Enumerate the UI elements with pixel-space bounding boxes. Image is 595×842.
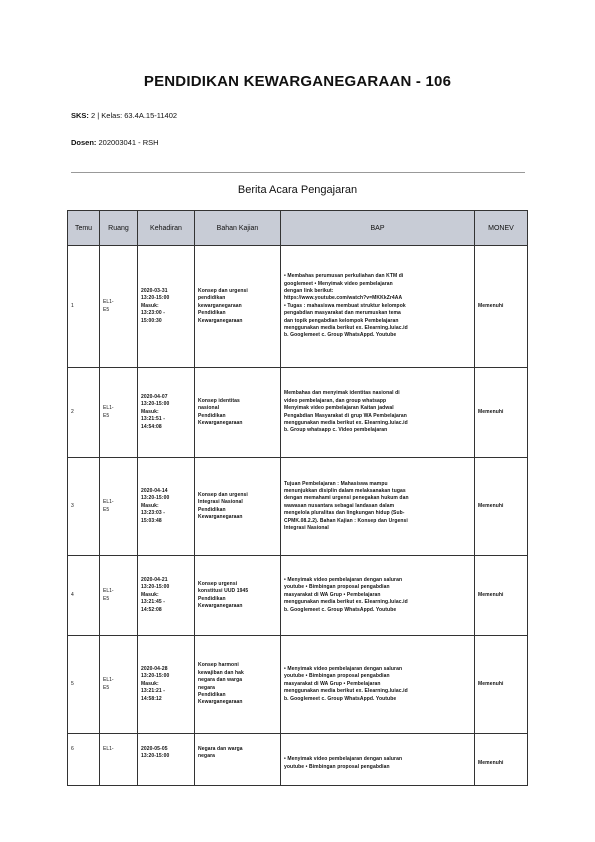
cell-bap-line: wawasan nusantara sebagai landasan dalam <box>284 502 395 509</box>
cell-bap-line: menggunakan media berikut ex. Elearning.luiac.id <box>284 325 408 332</box>
cell-bahan-kajian-line: Kewarganegaraan <box>198 699 243 706</box>
col-header-ruang: Ruang <box>100 211 138 246</box>
dosen-value: 202003041 - RSH <box>98 138 159 147</box>
cell-bap-line: dengan link berikut: <box>284 287 334 294</box>
cell-bap-line: • Menyimak video pembelajaran dengan saluran <box>284 665 403 672</box>
cell-ruang <box>100 734 138 786</box>
dosen-label: Dosen: <box>71 138 97 147</box>
cell-ruang <box>100 246 138 368</box>
cell-bahan-kajian-line: Konsep dan urgensi <box>198 491 248 498</box>
cell-bap-line: Membahas dan menyimak identitas nasional di <box>284 390 400 397</box>
cell-bahan-kajian-line: negara dan warga <box>198 677 243 684</box>
cell-bap-line: • Membahas perumusan perkuliahan dan KTM di <box>284 273 404 280</box>
cell-kehadiran-line: 2020-04-28 <box>141 665 168 672</box>
cell-bap-line: • Menyimak video pembelajaran dengan saluran <box>284 576 403 583</box>
cell-bap-line: dan topik pengabdian kelompok Pembelajaran <box>284 317 399 324</box>
cell-bap-line: Menyimak video pembelajaran Kaitan jadwal <box>284 405 394 412</box>
cell-bahan-kajian-line: Konsep identitas <box>198 397 240 404</box>
cell-bap-line: masyarakat di WA Grup • Pembelajaran <box>284 591 381 598</box>
cell-kehadiran-line: 13:21:51 - <box>141 416 166 423</box>
cell-temu: 2 <box>68 368 100 458</box>
cell-ruang-line: E5 <box>103 412 110 419</box>
cell-ruang-line: EL1- <box>103 588 114 595</box>
cell-ruang <box>100 636 138 734</box>
col-header-bap: BAP <box>281 211 475 246</box>
cell-monev: Memenuhi <box>475 458 528 556</box>
cell-bahan-kajian-line: kewarganegaraan <box>198 302 242 309</box>
cell-temu: 1 <box>68 246 100 368</box>
cell-kehadiran-line: 13:21:45 - <box>141 599 166 606</box>
cell-bap-line: youtube • Bimbingan proposal pengabdian <box>284 584 390 591</box>
col-header-kehadiran: Kehadiran <box>138 211 195 246</box>
cell-kehadiran <box>138 556 195 636</box>
cell-ruang-line: EL1- <box>103 405 114 412</box>
cell-kehadiran <box>138 246 195 368</box>
cell-bahan-kajian-line: Negara dan warga <box>198 746 243 752</box>
cell-bap-line: b. Googlemeet c. Group WhatsAppd. Youtube <box>284 332 397 339</box>
cell-kehadiran-line: 15:00:30 <box>141 317 162 324</box>
cell-ruang-line: E5 <box>103 684 110 691</box>
cell-kehadiran-line: 2020-03-31 <box>141 287 168 294</box>
table-row <box>68 734 528 786</box>
cell-temu: 5 <box>68 636 100 734</box>
cell-bahan-kajian <box>195 556 281 636</box>
cell-kehadiran-line: 15:03:48 <box>141 517 162 524</box>
cell-bahan-kajian-line: Pendidikan <box>198 412 226 419</box>
divider <box>71 172 525 173</box>
cell-bahan-kajian-line: Pendidikan <box>198 506 226 513</box>
cell-temu: 4 <box>68 556 100 636</box>
course-meta <box>71 111 177 120</box>
cell-bahan-kajian-line: Pendidikan <box>198 595 226 602</box>
page-title: PENDIDIKAN KEWARGANEGARAAN - 106 <box>143 73 452 90</box>
cell-bap-line: pengabdian masyarakat dan merumuskan tema <box>284 310 401 317</box>
cell-bap-line: CPMK.08.2.2). Bahan Kajian : Konsep dan Urgensi <box>284 517 408 524</box>
cell-ruang <box>100 458 138 556</box>
cell-kehadiran-line: 13:20-15:00 <box>141 401 170 408</box>
cell-monev: Memenuhi <box>475 368 528 458</box>
cell-bap-line: Tujuan Pembelajaran : Mahasiswa mampu <box>284 480 388 487</box>
cell-monev: Memenuhi <box>475 636 528 734</box>
cell-bahan-kajian-line: negara <box>198 753 215 760</box>
cell-kehadiran-line: Masuk: <box>141 302 159 309</box>
cell-bahan-kajian <box>195 734 281 786</box>
col-header-bahan-kajian: Bahan Kajian <box>195 211 281 246</box>
cell-kehadiran-line: 2020-04-21 <box>141 576 168 583</box>
cell-kehadiran-line: 13:20-15:00 <box>141 295 170 302</box>
cell-kehadiran-line: 13:23:03 - <box>141 510 166 517</box>
cell-bahan-kajian <box>195 458 281 556</box>
cell-bap-line: dengan memahami urgensi penegakan hukum dan <box>284 495 409 502</box>
cell-bap-line: b. Googlemeet c. Group WhatsAppd. Youtube <box>284 695 397 702</box>
table-row <box>68 556 528 636</box>
cell-bap-line: menggunakan media berikut ex. Elearning.luiac.id <box>284 688 408 695</box>
cell-bap-line: menggunakan media berikut ex. Elearning.luiac.id <box>284 419 408 426</box>
cell-temu: 6 <box>68 734 100 786</box>
table-header-row <box>68 211 528 246</box>
cell-bahan-kajian-line: Integrasi Nasional <box>198 499 243 506</box>
cell-bap-line: googlemeet • Menyimak video pembelajaran <box>284 280 393 287</box>
cell-ruang-line: E5 <box>103 306 110 313</box>
cell-bap-line: https://www.youtube.com/watch?v=MKKkZr4AA <box>284 295 403 302</box>
cell-bahan-kajian-line: Kewarganegaraan <box>198 317 243 324</box>
cell-kehadiran-line: Masuk: <box>141 502 159 509</box>
cell-bap <box>281 246 475 368</box>
cell-kehadiran <box>138 458 195 556</box>
cell-kehadiran-line: 14:52:08 <box>141 606 162 613</box>
cell-bap-line: menunjukkan disiplin dalam melaksanakan tugas <box>284 487 406 494</box>
cell-bahan-kajian-line: kewajiban dan hak <box>198 669 244 676</box>
cell-monev: Memenuhi <box>475 246 528 368</box>
cell-bahan-kajian-line: Kewarganegaraan <box>198 513 243 520</box>
col-header-temu: Temu <box>68 211 100 246</box>
cell-bap <box>281 556 475 636</box>
cell-kehadiran-line: 13:20-15:00 <box>141 584 170 591</box>
cell-bap-line: masyarakat di WA Grup • Pembelajaran <box>284 680 381 687</box>
cell-kehadiran-line: 13:20-15:00 <box>141 673 170 680</box>
cell-ruang-line: E5 <box>103 506 110 513</box>
table-row <box>68 458 528 556</box>
cell-bahan-kajian-line: Kewarganegaraan <box>198 602 243 609</box>
cell-bahan-kajian-line: Konsep harmoni <box>198 662 239 669</box>
cell-monev: Memenuhi <box>475 734 528 786</box>
cell-ruang-line: EL1- <box>103 746 114 752</box>
cell-bahan-kajian-line: pendidikan <box>198 295 226 302</box>
cell-bap-line: menggunakan media berikut ex. Elearning.luiac.id <box>284 599 408 606</box>
cell-bap <box>281 636 475 734</box>
cell-ruang-line: EL1- <box>103 299 114 306</box>
cell-monev: Memenuhi <box>475 556 528 636</box>
table-row <box>68 246 528 368</box>
cell-bahan-kajian-line: Kewarganegaraan <box>198 419 243 426</box>
cell-kehadiran-line: 13:21:21 - <box>141 688 166 695</box>
cell-bap-line: mengelola pluralitas dan lingkungan hidup (Sub- <box>284 510 405 517</box>
cell-bap-line: Pengabdian Masyarakat di grup WA Pembelajaran <box>284 412 407 419</box>
section-title: Berita Acara Pengajaran <box>237 184 358 196</box>
cell-bahan-kajian-line: Konsep urgensi <box>198 580 238 587</box>
cell-kehadiran-line: 13:23:00 - <box>141 310 166 317</box>
col-header-monev: MONEV <box>475 211 528 246</box>
lecturer-meta <box>71 138 159 147</box>
cell-bap-line: b. Group whatsapp c. Video pembelajaran <box>284 427 388 434</box>
cell-bahan-kajian-line: negara <box>198 684 215 691</box>
cell-kehadiran-line: 14:54:08 <box>141 423 162 430</box>
cell-kehadiran <box>138 734 195 786</box>
cell-bahan-kajian-line: Konsep dan urgensi <box>198 287 248 294</box>
cell-bahan-kajian-line: konstitusi UUD 1945 <box>198 588 249 595</box>
cell-bap-line: Integrasi Nasional <box>284 525 329 532</box>
cell-bap-line: video pembelajaran, dan group whatsapp <box>284 397 387 404</box>
cell-temu: 3 <box>68 458 100 556</box>
cell-kehadiran-line: 2020-04-07 <box>141 393 168 400</box>
cell-bap <box>281 458 475 556</box>
cell-bahan-kajian-line: Pendidikan <box>198 691 226 698</box>
sks-label: SKS: <box>71 111 89 120</box>
cell-bahan-kajian-line: nasional <box>198 405 220 412</box>
sks-value: 2 | Kelas: 63.4A.15-11402 <box>91 111 178 120</box>
cell-kehadiran-line: 2020-04-14 <box>141 487 168 494</box>
cell-ruang <box>100 556 138 636</box>
table-row <box>68 636 528 734</box>
table-row <box>68 368 528 458</box>
cell-kehadiran <box>138 636 195 734</box>
cell-bap <box>281 734 475 786</box>
cell-ruang <box>100 368 138 458</box>
cell-ruang-line: E5 <box>103 595 110 602</box>
cell-kehadiran-line: Masuk: <box>141 680 159 687</box>
cell-ruang-line: EL1- <box>103 677 114 684</box>
cell-kehadiran-line: 14:58:12 <box>141 695 162 702</box>
cell-kehadiran-line: Masuk: <box>141 408 159 415</box>
cell-ruang-line: EL1- <box>103 499 114 506</box>
cell-bahan-kajian <box>195 636 281 734</box>
cell-bahan-kajian <box>195 368 281 458</box>
cell-bap-line: b. Googlemeet c. Group WhatsAppd. Youtube <box>284 606 397 613</box>
cell-kehadiran-line: 13:20-15:00 <box>141 495 170 502</box>
cell-bap-line: • Menyimak video pembelajaran dengan saluran <box>284 756 403 763</box>
cell-bahan-kajian <box>195 246 281 368</box>
cell-bap-line: youtube • Bimbingan proposal pengabdian <box>284 763 390 770</box>
cell-bap-line: youtube • Bimbingan proposal pengabdian <box>284 673 390 680</box>
cell-kehadiran-line: 13:20-15:00 <box>141 753 170 760</box>
cell-bap <box>281 368 475 458</box>
cell-bahan-kajian-line: Pendidikan <box>198 310 226 317</box>
bap-table <box>67 210 528 786</box>
cell-bap-line: • Tugas : mahasiswa membuat struktur kelompok <box>284 302 406 309</box>
cell-kehadiran-line: 2020-05-05 <box>141 746 168 752</box>
table-body <box>68 246 528 786</box>
cell-kehadiran <box>138 368 195 458</box>
cell-kehadiran-line: Masuk: <box>141 591 159 598</box>
